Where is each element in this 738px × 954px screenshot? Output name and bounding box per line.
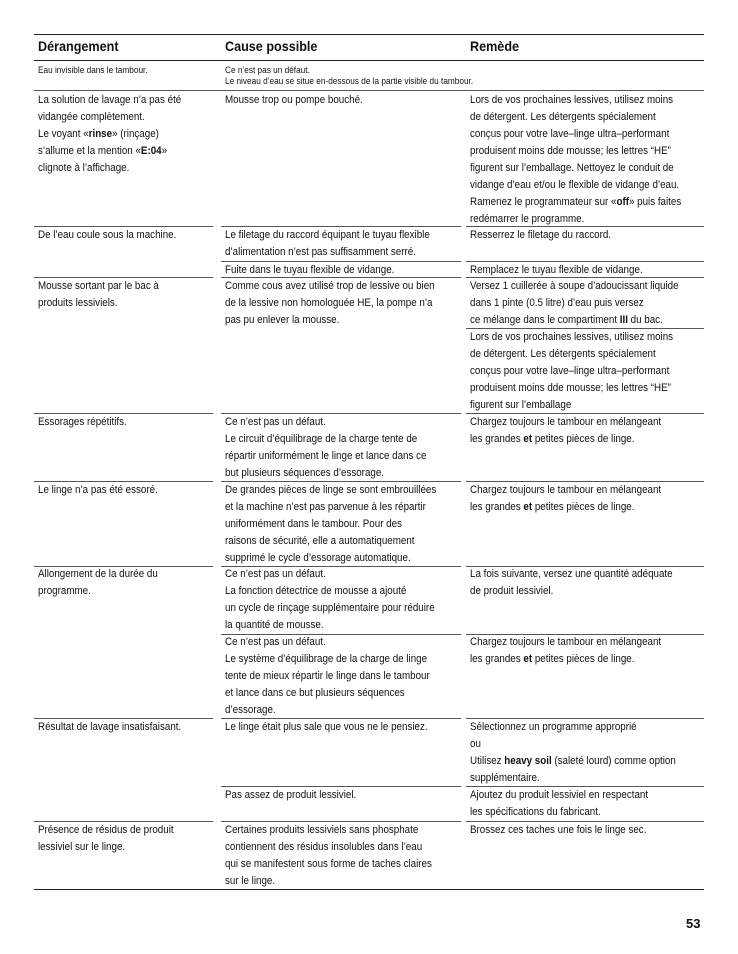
- row8-cause: Certaines produits lessiviels sans phosphate contiennent des résidus insolubles dans l’eau qui se manifestent sous forme de taches claires sur le linge.: [225, 824, 432, 887]
- row4-problem: Essorages répétitifs.: [38, 416, 127, 428]
- header-bottom-rule: [34, 60, 704, 61]
- row1-remedy: Lors de vos prochaines lessives, utilisez moins de détergent. Les détergents spécialement conçus pour votre lave–linge ultra–performant produisent moins dde mousse; les lettres “HE” figurent sur l’emballage. Nettoyez le conduit de vidange d’eau et/ou le flexible de vidange d’eau. Ramenez le programmateur sur «off» puis faites redémarrer le programme.: [470, 94, 682, 225]
- row7-cause1: Le linge était plus sale que vous ne le pensiez.: [225, 721, 428, 733]
- table-bottom-rule: [34, 889, 704, 890]
- header-cause: Cause possible: [225, 38, 318, 54]
- row2-remedy1: Resserrez le filetage du raccord.: [470, 229, 612, 241]
- row6-cause1: Ce n’est pas un défaut. La fonction détectrice de mousse a ajouté un cycle de rinçage supplémentaire pour réduire la quantité de mousse.: [225, 568, 435, 631]
- row3-remedy1: Versez 1 cuillerée à soupe d’adoucissant liquide dans 1 pinte (0.5 litre) d’eau puis versez ce mélange dans le compartiment III du bac.: [470, 280, 679, 326]
- row5-cause: De grandes pièces de linge se sont embrouillées et la machine n’est pas parvenue à les répartir uniformément dans le tambour. Pour des raisons de sécurité, elle a automatiquement supprimé le cycle d’essorage automatique.: [225, 484, 437, 564]
- header-problem: Dérangement: [38, 38, 119, 54]
- row6-remedy1: La fois suivante, versez une quantité adéquate de produit lessiviel.: [470, 568, 673, 597]
- page-number: 53: [686, 916, 701, 931]
- row4-remedy: Chargez toujours le tambour en mélangeant les grandes et petites pièces de linge.: [470, 416, 662, 445]
- row1-cause: Mousse trop ou pompe bouché.: [225, 94, 363, 106]
- row4-cause: Ce n’est pas un défaut. Le circuit d’équilibrage de la charge tente de répartir uniformément le linge et lance dans ce but plusieurs séquences d’essorage.: [225, 416, 427, 479]
- row2-cause2: Fuite dans le tuyau flexible de vidange.: [225, 264, 395, 276]
- row0-cause: Ce n’est pas un défaut. Le niveau d’eau se situe en-dessous de la partie visible du tambour.: [225, 65, 474, 87]
- row7-problem: Résultat de lavage insatisfaisant.: [38, 721, 182, 733]
- row8-remedy: Brossez ces taches une fois le linge sec.: [470, 824, 647, 836]
- row2-remedy2: Remplacez le tuyau flexible de vidange.: [470, 264, 643, 276]
- header-remedy: Remède: [470, 38, 520, 54]
- row8-problem: Présence de résidus de produit lessiviel sur le linge.: [38, 824, 174, 853]
- row2-problem: De l’eau coule sous la machine.: [38, 229, 177, 241]
- row3-remedy2: Lors de vos prochaines lessives, utilisez moins de détergent. Les détergents spécialement conçus pour votre lave–linge ultra–performant produisent moins dde mousse; les lettres “HE” figurent sur l’emballage: [470, 331, 674, 411]
- row1-problem: La solution de lavage n’a pas été vidangée complètement. Le voyant «rinse» (rinçage) s’allume et la mention «E:04» clignote à l’affichage.: [38, 94, 182, 174]
- row5-problem: Le linge n’a pas été essoré.: [38, 484, 158, 496]
- row0-problem: Eau invisible dans le tambour.: [38, 65, 148, 76]
- row5-remedy: Chargez toujours le tambour en mélangeant les grandes et petites pièces de linge.: [470, 484, 662, 513]
- row7-remedy2: Ajoutez du produit lessiviel en respectant les spécifications du fabricant.: [470, 789, 649, 818]
- row6-cause2: Ce n’est pas un défaut. Le système d’équilibrage de la charge de linge tente de mieux répartir le linge dans le tambour et lance dans ce but plusieurs séquences d’essorage.: [225, 636, 430, 716]
- row0-rule: [34, 90, 704, 91]
- table-top-rule: [34, 34, 704, 35]
- row6-problem: Allongement de la durée du programme.: [38, 568, 158, 597]
- row3-problem: Mousse sortant par le bac à produits lessiviels.: [38, 280, 159, 309]
- row2-cause1: Le filetage du raccord équipant le tuyau flexible d’alimentation n’est pas suffisamment serré.: [225, 229, 430, 258]
- row7-remedy1: Sélectionnez un programme approprié ou Utilisez heavy soil (saleté lourd) comme option supplémentaire.: [470, 721, 676, 784]
- row6-remedy2: Chargez toujours le tambour en mélangeant les grandes et petites pièces de linge.: [470, 636, 662, 665]
- row7-cause2: Pas assez de produit lessiviel.: [225, 789, 357, 801]
- row3-cause: Comme cous avez utilisé trop de lessive ou bien de la lessive non homologuée HE, la pompe n’a pas pu enlever la mousse.: [225, 280, 435, 326]
